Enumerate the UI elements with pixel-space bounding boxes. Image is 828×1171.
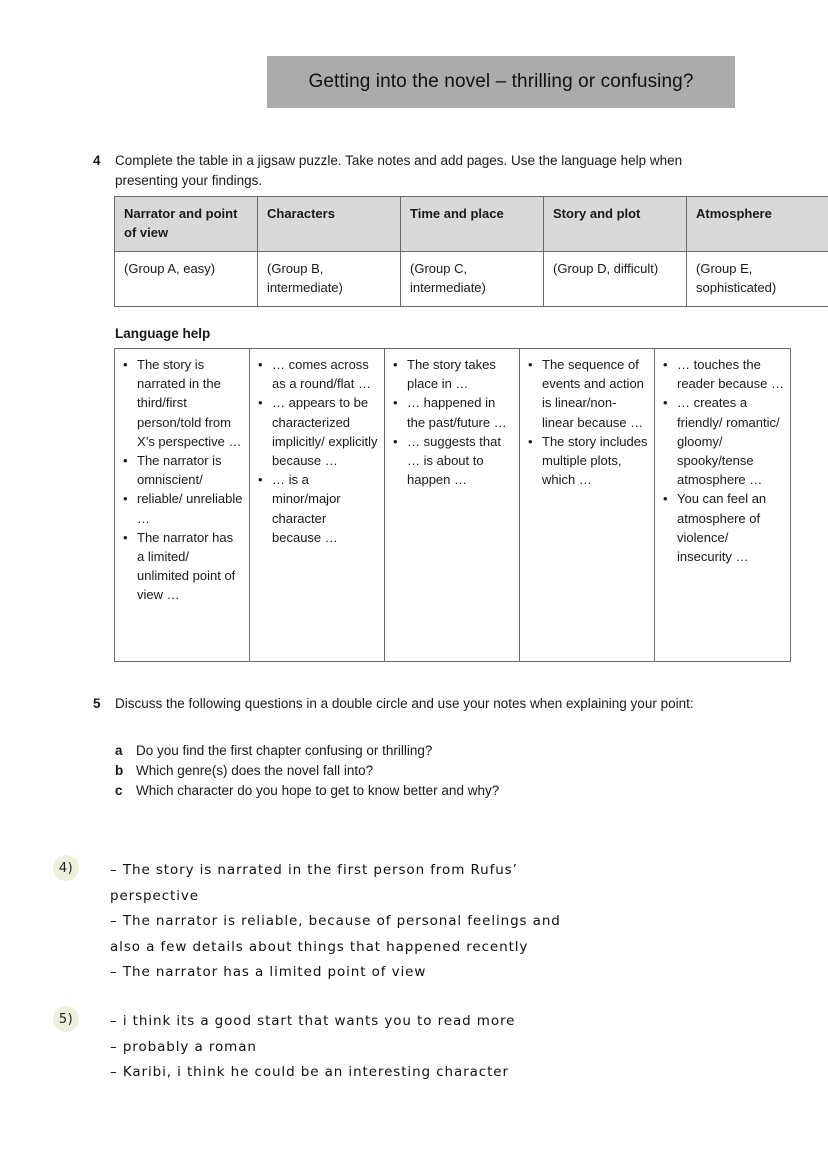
handwritten-line: – The narrator is reliable, because of personal feelings and bbox=[110, 913, 561, 929]
page-header-banner bbox=[267, 56, 735, 108]
handwritten-answer-4 bbox=[110, 858, 561, 986]
page-title: Getting into the novel – thrilling or confusing? bbox=[308, 71, 694, 92]
list-item: • … is a minor/major character because … bbox=[254, 470, 378, 547]
group-assignment-table bbox=[114, 196, 828, 307]
language-help-caption: Language help bbox=[115, 326, 211, 341]
list-item: • The story includes multiple plots, which … bbox=[524, 432, 648, 490]
exercise-5-number: 5 bbox=[93, 696, 101, 711]
language-help-list-narrator bbox=[119, 355, 243, 605]
subquestion-c-text: Which character do you hope to get to know better and why? bbox=[136, 783, 500, 798]
subquestion-a-letter: a bbox=[115, 743, 123, 758]
table-cell-group-b: (Group B, intermediate) bbox=[258, 252, 401, 307]
handwritten-marker-4: 4) bbox=[53, 855, 79, 881]
language-help-list-story-and-plot bbox=[524, 355, 648, 489]
list-item: • The sequence of events and action is linear/non-linear because … bbox=[524, 355, 648, 432]
subquestion-list bbox=[115, 741, 735, 801]
table-cell-group-d: (Group D, difficult) bbox=[544, 252, 687, 307]
language-help-cell-time-and-place bbox=[385, 349, 520, 662]
language-help-list-time-and-place bbox=[389, 355, 513, 489]
handwritten-line: also a few details about things that happened recently bbox=[110, 938, 529, 955]
handwritten-answer-5 bbox=[110, 1009, 515, 1086]
exercise-5 bbox=[93, 694, 743, 714]
subquestion-a-text: Do you find the first chapter confusing or thrilling? bbox=[136, 743, 433, 758]
exercise-4 bbox=[93, 151, 743, 191]
table-header-cell-time-and-place: Time and place bbox=[401, 197, 544, 252]
list-item: • … appears to be characterized implicitly/ explicitly because … bbox=[254, 393, 378, 470]
list-item: • The story takes place in … bbox=[389, 355, 513, 393]
table-header-cell-story-and-plot: Story and plot bbox=[544, 197, 687, 252]
table-header-cell-narrator: Narrator and point of view bbox=[115, 197, 258, 252]
handwritten-line: – probably a roman bbox=[110, 1038, 257, 1055]
language-help-cell-atmosphere bbox=[655, 349, 791, 662]
list-item: • The narrator has a limited/ unlimited point of view … bbox=[119, 528, 243, 605]
list-item: • … touches the reader because … bbox=[659, 355, 784, 393]
language-help-list-atmosphere bbox=[659, 355, 784, 566]
language-help-cell-characters bbox=[250, 349, 385, 662]
subquestion-c bbox=[115, 781, 735, 801]
table-header-cell-atmosphere: Atmosphere bbox=[687, 197, 828, 252]
handwritten-line: perspective bbox=[110, 887, 199, 904]
exercise-5-text: Discuss the following questions in a double circle and use your notes when explaining your point: bbox=[115, 696, 694, 711]
table-row bbox=[115, 349, 791, 662]
list-item: • reliable/ unreliable … bbox=[119, 489, 243, 527]
list-item: • The story is narrated in the third/first person/told from X’s perspective … bbox=[119, 355, 243, 451]
table-row bbox=[115, 252, 828, 307]
subquestion-b-letter: b bbox=[115, 763, 124, 778]
handwritten-line: – The narrator has a limited point of view bbox=[110, 964, 427, 980]
handwritten-line: – Karibi, i think he could be an interesting character bbox=[110, 1064, 509, 1080]
language-help-cell-story-and-plot bbox=[520, 349, 655, 662]
subquestion-b bbox=[115, 761, 735, 781]
exercise-4-number: 4 bbox=[93, 153, 101, 168]
subquestion-c-letter: c bbox=[115, 783, 123, 798]
table-cell-group-c: (Group C, intermediate) bbox=[401, 252, 544, 307]
table-cell-group-a: (Group A, easy) bbox=[115, 252, 258, 307]
language-help-list-characters bbox=[254, 355, 378, 547]
table-cell-group-e: (Group E, sophisticated) bbox=[687, 252, 828, 307]
subquestion-b-text: Which genre(s) does the novel fall into? bbox=[136, 763, 374, 778]
handwritten-marker-5: 5) bbox=[53, 1006, 79, 1032]
table-header-row bbox=[115, 197, 828, 252]
list-item: • … creates a friendly/ romantic/ gloomy/ spooky/tense atmosphere … bbox=[659, 393, 784, 489]
table-header-cell-characters: Characters bbox=[258, 197, 401, 252]
handwritten-line: – i think its a good start that wants you to read more bbox=[110, 1013, 516, 1029]
exercise-4-text: Complete the table in a jigsaw puzzle. Take notes and add pages. Use the language help when presenting your findings. bbox=[115, 153, 683, 188]
list-item: • You can feel an atmosphere of violence/ insecurity … bbox=[659, 489, 784, 566]
list-item: • The narrator is omniscient/ bbox=[119, 451, 243, 489]
handwritten-line: – The story is narrated in the first person from Rufus’ bbox=[110, 862, 518, 878]
language-help-table bbox=[114, 348, 791, 662]
list-item: • … comes across as a round/flat … bbox=[254, 355, 378, 393]
subquestion-a bbox=[115, 741, 735, 761]
list-item: • … happened in the past/future … bbox=[389, 393, 513, 431]
language-help-cell-narrator bbox=[115, 349, 250, 662]
list-item: • … suggests that … is about to happen … bbox=[389, 432, 513, 490]
